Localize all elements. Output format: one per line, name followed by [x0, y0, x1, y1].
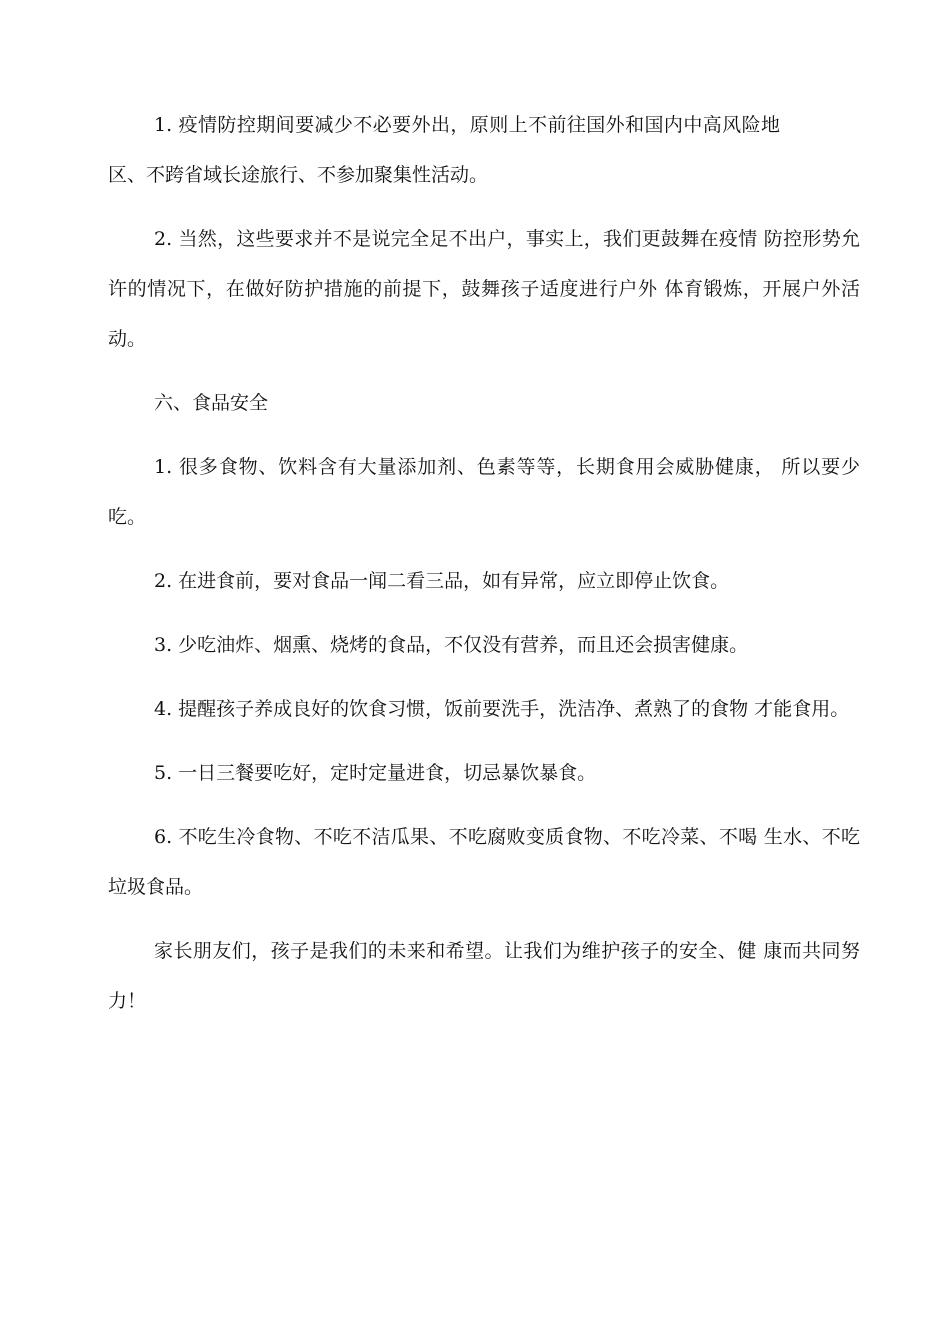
paragraph-food-2: 2. 在进食前，要对食品一闻二看三品，如有异常，应立即停止饮食。 — [154, 570, 730, 592]
paragraph-epidemic-2: 2. 当然，这些要求并不是说完全足不出户，事实上，我们更鼓舞在疫情 防控形势允许的情况下，在做好防护措施的前提下，鼓舞孩子适度进行户外 体育锻炼，开展户外活动。 — [108, 228, 860, 350]
paragraph-food-5: 5. 一日三餐要吃好，定时定量进食，切忌暴饮暴食。 — [154, 762, 597, 784]
paragraph-epidemic-1: 1. 疫情防控期间要减少不必要外出，原则上不前往国外和国内中高风险地区、不跨省域长途旅行、不参加聚集性活动。 — [108, 114, 780, 186]
section-heading-food-safety: 六、食品安全 — [154, 392, 269, 414]
document-body — [108, 100, 860, 1040]
paragraph-food-6: 6. 不吃生冷食物、不吃不洁瓜果、不吃腐败变质食物、不吃冷菜、不喝 生水、不吃垃圾食品。 — [108, 826, 860, 898]
paragraph-closing: 家长朋友们，孩子是我们的未来和希望。让我们为维护孩子的安全、健 康而共同努力！ — [108, 940, 860, 1012]
paragraph-food-1: 1. 很多食物、饮料含有大量添加剂、色素等等，长期食用会威胁健康， 所以要少吃。 — [108, 456, 860, 528]
paragraph-food-4: 4. 提醒孩子养成良好的饮食习惯，饭前要洗手，洗洁净、煮熟了的食物 才能食用。 — [154, 698, 850, 720]
paragraph-food-3: 3. 少吃油炸、烟熏、烧烤的食品，不仅没有营养，而且还会损害健康。 — [154, 634, 749, 656]
